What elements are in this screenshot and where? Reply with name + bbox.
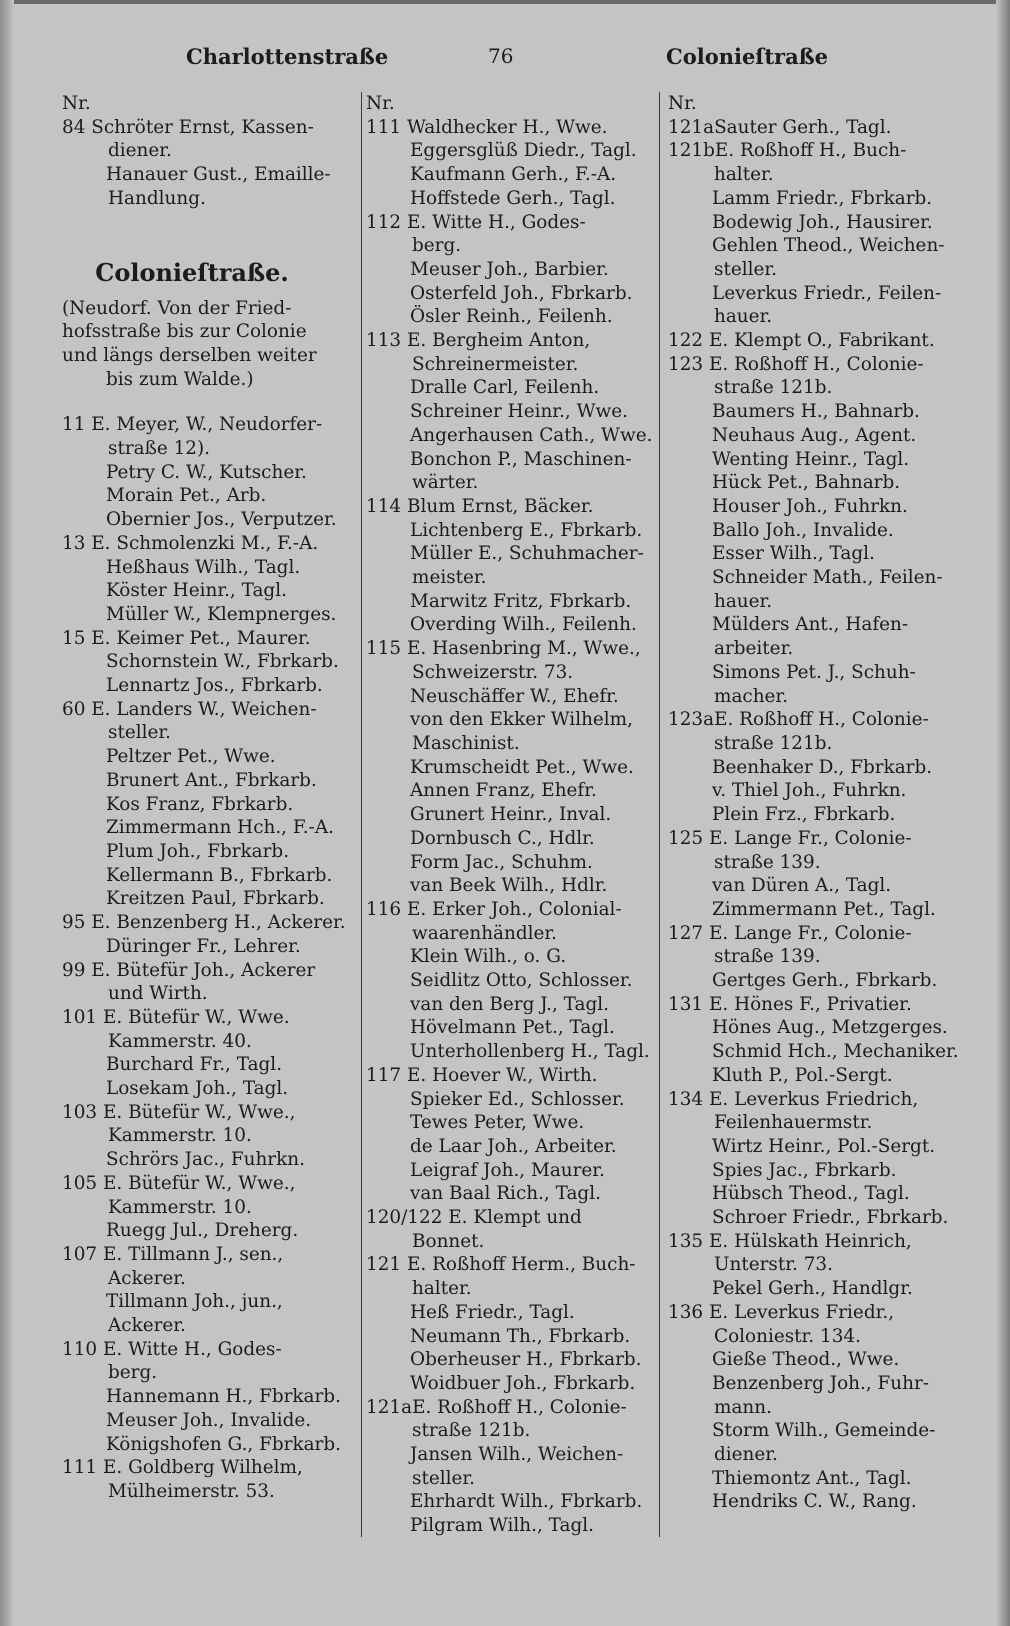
directory-entry-line: Hannemann H., Fbrkarb.	[106, 1386, 341, 1408]
directory-entry-line: Feilenhauermstr.	[714, 1112, 873, 1134]
directory-entry-line: Kaufmann Gerh., F.-A.	[410, 164, 617, 186]
directory-entry-line: Mülheimerstr. 53.	[108, 1480, 275, 1502]
directory-entry-line: Mülders Ant., Hafen-	[712, 614, 909, 636]
directory-entry-line: Morain Pet., Arb.	[106, 485, 267, 507]
directory-entry-line: berg.	[108, 1362, 158, 1384]
directory-entry-line: Zimmermann Hch., F.-A.	[106, 817, 334, 839]
directory-entry-line: Peltzer Pet., Wwe.	[106, 746, 276, 768]
directory-entry-line: 111 E. Goldberg Wilhelm,	[62, 1457, 303, 1479]
directory-entry-line: 123 E. Roßhoff H., Colonie-	[668, 353, 924, 375]
directory-entry-line: Losekam Joh., Tagl.	[106, 1078, 289, 1100]
directory-entry-line: 84 Schröter Ernst, Kassen-	[62, 116, 314, 138]
directory-entry-line: 113 E. Bergheim Anton,	[366, 330, 591, 352]
directory-entry-line: 117 E. Hoever W., Wirth.	[366, 1064, 598, 1086]
column-middle	[366, 92, 656, 1538]
directory-entry-line: Esser Wilh., Tagl.	[712, 543, 875, 565]
directory-entry-line: Müller E., Schuhmacher-	[410, 543, 644, 565]
page-number: 76	[488, 44, 514, 68]
directory-entry-line: de Laar Joh., Arbeiter.	[410, 1135, 617, 1157]
section-heading: Colonieſtraße.	[95, 257, 289, 287]
directory-entry-line: hauer.	[714, 590, 773, 612]
directory-entry-line: Marwitz Fritz, Fbrkarb.	[410, 590, 632, 612]
directory-entry-line: Hendriks C. W., Rang.	[712, 1491, 917, 1513]
directory-entry-line: Hoffstede Gerh., Tagl.	[410, 187, 616, 209]
directory-entry-line: Benzenberg Joh., Fuhr-	[712, 1372, 930, 1394]
directory-entry-line: mann.	[714, 1396, 772, 1418]
directory-entry-line: 136 E. Leverkus Friedr.,	[668, 1301, 895, 1323]
directory-entry-line: 105 E. Bütefür W., Wwe.,	[62, 1172, 296, 1194]
directory-entry-line: Schweizerstr. 73.	[412, 661, 574, 683]
directory-entry-line: Hück Pet., Bahnarb.	[712, 472, 901, 494]
column-left	[62, 92, 362, 1504]
directory-entry-line: straße 121b.	[714, 377, 833, 399]
directory-entry-line: v. Thiel Joh., Fuhrkn.	[712, 780, 907, 802]
directory-entry-line: diener.	[714, 1444, 778, 1466]
directory-entry-line: straße 121b.	[714, 732, 833, 754]
directory-entry-line: Heßhaus Wilh., Tagl.	[106, 556, 301, 578]
directory-entry-line: Oberheuser H., Fbrkarb.	[410, 1349, 642, 1371]
directory-entry-line: 107 E. Tillmann J., sen.,	[62, 1243, 284, 1265]
directory-entry-line: diener.	[108, 140, 172, 162]
directory-entry-line: Heß Friedr., Tagl.	[410, 1301, 575, 1323]
directory-entry-line: 11 E. Meyer, W., Neudorfer-	[62, 414, 323, 436]
directory-entry-line: Plein Frz., Fbrkarb.	[712, 804, 896, 826]
directory-entry-line: Kreitzen Paul, Fbrkarb.	[106, 888, 325, 910]
directory-entry-line: Storm Wilh., Gemeinde-	[712, 1420, 936, 1442]
directory-entry-line: Unterhollenberg H., Tagl.	[410, 1041, 650, 1063]
directory-entry-line: 122 E. Klempt O., Fabrikant.	[668, 330, 935, 352]
directory-entry-line: Lichtenberg E., Fbrkarb.	[410, 519, 643, 541]
directory-entry-line: waarenhändler.	[412, 922, 557, 944]
directory-entry-line: Kos Franz, Fbrkarb.	[106, 793, 294, 815]
directory-entry-line: Eggersglüß Diedr., Tagl.	[410, 140, 637, 162]
directory-entry-line: Tillmann Joh., jun.,	[106, 1291, 283, 1313]
directory-entry-line: Coloniestr. 134.	[714, 1325, 861, 1347]
directory-entry-line: Nr.	[62, 93, 91, 114]
header-right-street: Colonieſtraße	[666, 44, 829, 69]
directory-entry-line: Wenting Heinr., Tagl.	[712, 448, 910, 470]
directory-entry-line: Hönes Aug., Metzgerges.	[712, 1017, 948, 1039]
directory-entry-line: von den Ekker Wilhelm,	[410, 709, 633, 731]
directory-entry-line: Thiemontz Ant., Tagl.	[712, 1467, 912, 1489]
directory-entry-line: Wirtz Heinr., Pol.-Sergt.	[712, 1135, 936, 1157]
directory-entry-line: Ballo Joh., Invalide.	[712, 519, 894, 541]
directory-entry-line: Gertges Gerh., Fbrkarb.	[712, 970, 938, 992]
directory-entry-line: straße 139.	[714, 946, 821, 968]
directory-entry-line: 135 E. Hülskath Heinrich,	[668, 1230, 912, 1252]
directory-entry-line: Dralle Carl, Feilenh.	[410, 377, 600, 399]
directory-entry-line: 125 E. Lange Fr., Colonie-	[668, 827, 912, 849]
directory-entry-line: Maschinist.	[412, 732, 520, 754]
directory-entry-line: Grunert Heinr., Inval.	[410, 804, 612, 826]
directory-entry-line: 123aE. Roßhoff H., Colonie-	[668, 709, 929, 731]
directory-entry-line: Neuschäffer W., Ehefr.	[410, 685, 619, 707]
directory-entry-line: Spieker Ed., Schlosser.	[410, 1088, 625, 1110]
directory-entry-line: Müller W., Klempnerges.	[106, 603, 337, 625]
page-right-shadow	[996, 0, 1010, 1626]
directory-entry-line: wärter.	[412, 472, 479, 494]
directory-entry-line: 115 E. Hasenbring M., Wwe.,	[366, 638, 641, 660]
directory-entry-line: Burchard Fr., Tagl.	[106, 1054, 283, 1076]
directory-entry-line: 112 E. Witte H., Godes-	[366, 211, 586, 233]
directory-entry-line: Pekel Gerh., Handlgr.	[712, 1278, 913, 1300]
column-right	[668, 92, 968, 1514]
directory-entry-line: hofsstraße bis zur Colonie	[62, 321, 307, 343]
directory-entry-line: Simons Pet. J., Schuh-	[712, 661, 916, 683]
directory-entry-line: Ackerer.	[108, 1267, 186, 1289]
directory-entry-line: Schneider Math., Feilen-	[712, 567, 943, 589]
directory-entry-line: Königshofen G., Fbrkarb.	[106, 1433, 341, 1455]
directory-entry-line: steller.	[412, 1467, 475, 1489]
directory-entry-line: Gieße Theod., Wwe.	[712, 1349, 900, 1371]
directory-entry-line: Handlung.	[108, 187, 206, 209]
directory-entry-line: Hübsch Theod., Tagl.	[712, 1183, 910, 1205]
directory-entry-line: Schroer Friedr., Fbrkarb.	[712, 1207, 949, 1229]
directory-entry-line: Schornstein W., Fbrkarb.	[106, 651, 339, 673]
directory-entry-line: 116 E. Erker Joh., Colonial-	[366, 898, 622, 920]
directory-entry-line: Krumscheidt Pet., Wwe.	[410, 756, 634, 778]
directory-entry-line: Angerhausen Cath., Wwe.	[410, 424, 653, 446]
directory-entry-line: Nr.	[668, 93, 697, 114]
directory-entry-line: van den Berg J., Tagl.	[410, 993, 609, 1015]
directory-entry-line: Houser Joh., Fuhrkn.	[712, 495, 908, 517]
directory-entry-line: 121aSauter Gerh., Tagl.	[668, 116, 892, 138]
directory-entry-line: Kammerstr. 40.	[108, 1030, 252, 1052]
running-header	[0, 44, 1010, 80]
directory-entry-line: Schreinermeister.	[412, 353, 579, 375]
directory-entry-line: 60 E. Landers W., Weichen-	[62, 698, 317, 720]
directory-entry-line: 121bE. Roßhoff H., Buch-	[668, 140, 907, 162]
directory-entry-line: Spies Jac., Fbrkarb.	[712, 1159, 897, 1181]
directory-entry-line: Klein Wilh., o. G.	[410, 946, 567, 968]
directory-entry-line: Bodewig Joh., Hausirer.	[712, 211, 933, 233]
directory-entry-line: Form Jac., Schuhm.	[410, 851, 593, 873]
directory-entry-line: Gehlen Theod., Weichen-	[712, 235, 945, 257]
directory-entry-line: Unterstr. 73.	[714, 1254, 833, 1276]
directory-entry-line: Ackerer.	[108, 1315, 186, 1337]
directory-entry-line: 121aE. Roßhoff H., Colonie-	[366, 1396, 627, 1418]
directory-entry-line: und längs derselben weiter	[62, 344, 317, 366]
directory-entry-line: Köster Heinr., Tagl.	[106, 580, 287, 602]
directory-entry-line: halter.	[412, 1278, 472, 1300]
directory-entry-line: Jansen Wilh., Weichen-	[410, 1444, 624, 1466]
directory-entry-line: Hanauer Gust., Emaille-	[106, 164, 331, 186]
directory-entry-line: 99 E. Bütefür Joh., Ackerer	[62, 959, 316, 981]
directory-entry-line: Woidbuer Joh., Fbrkarb.	[410, 1372, 636, 1394]
directory-entry-line: bis zum Walde.)	[106, 368, 254, 390]
directory-entry-line: Neumann Th., Fbrkarb.	[410, 1325, 631, 1347]
page-top-edge	[0, 0, 1010, 4]
directory-entry-line: Schreiner Heinr., Wwe.	[410, 401, 628, 423]
directory-entry-line: van Beek Wilh., Hdlr.	[410, 875, 608, 897]
directory-entry-line: Baumers H., Bahnarb.	[712, 401, 920, 423]
directory-entry-line: Seidlitz Otto, Schlosser.	[410, 970, 633, 992]
directory-entry-line: Bonnet.	[412, 1230, 485, 1252]
directory-entry-line: 95 E. Benzenberg H., Ackerer.	[62, 912, 346, 934]
directory-entry-line: macher.	[714, 685, 789, 707]
directory-entry-line: Pilgram Wilh., Tagl.	[410, 1515, 594, 1537]
directory-entry-line: 111 Waldhecker H., Wwe.	[366, 116, 608, 138]
directory-entry-line: Plum Joh., Fbrkarb.	[106, 840, 290, 862]
directory-entry-line: steller.	[108, 722, 171, 744]
directory-entry-line: Osterfeld Joh., Fbrkarb.	[410, 282, 633, 304]
spacer	[62, 391, 362, 413]
directory-entry-line: straße 121b.	[412, 1420, 531, 1442]
directory-entry-line: Tewes Peter, Wwe.	[410, 1112, 585, 1134]
directory-entry-line: Lennartz Jos., Fbrkarb.	[106, 675, 323, 697]
directory-entry-line: Leverkus Friedr., Feilen-	[712, 282, 942, 304]
directory-entry-line: straße 139.	[714, 851, 821, 873]
header-left-street: Charlottenstraße	[186, 44, 389, 69]
directory-entry-line: Ehrhardt Wilh., Fbrkarb.	[410, 1491, 643, 1513]
directory-entry-line: Petry C. W., Kutscher.	[106, 461, 307, 483]
directory-entry-line: van Baal Rich., Tagl.	[410, 1183, 601, 1205]
directory-entry-line: Ösler Reinh., Feilenh.	[410, 306, 613, 328]
directory-entry-line: 101 E. Bütefür W., Wwe.	[62, 1006, 290, 1028]
directory-entry-line: Schmid Hch., Mechaniker.	[712, 1041, 959, 1063]
directory-entry-line: 103 E. Bütefür W., Wwe.,	[62, 1101, 296, 1123]
directory-entry-line: 120/122 E. Klempt und	[366, 1207, 582, 1229]
directory-entry-line: Beenhaker D., Fbrkarb.	[712, 756, 933, 778]
directory-entry-line: berg.	[412, 235, 462, 257]
directory-entry-line: Lamm Friedr., Fbrkarb.	[712, 187, 933, 209]
directory-entry-line: und Wirth.	[108, 983, 208, 1005]
directory-entry-line: steller.	[714, 258, 777, 280]
directory-entry-line: Bonchon P., Maschinen-	[410, 448, 632, 470]
directory-entry-line: Meuser Joh., Barbier.	[410, 258, 609, 280]
directory-entry-line: hauer.	[714, 306, 773, 328]
directory-entry-line: Ruegg Jul., Dreherg.	[106, 1220, 299, 1242]
directory-entry-line: 134 E. Leverkus Friedrich,	[668, 1088, 919, 1110]
directory-entry-line: Overding Wilh., Feilenh.	[410, 614, 637, 636]
directory-entry-line: Obernier Jos., Verputzer.	[106, 509, 337, 531]
directory-entry-line: 114 Blum Ernst, Bäcker.	[366, 495, 594, 517]
directory-entry-line: Zimmermann Pet., Tagl.	[712, 898, 936, 920]
directory-entry-line: meister.	[412, 567, 487, 589]
directory-entry-line: Annen Franz, Ehefr.	[410, 780, 597, 802]
directory-entry-line: 13 E. Schmolenzki M., F.-A.	[62, 532, 319, 554]
directory-entry-line: Kellermann B., Fbrkarb.	[106, 864, 333, 886]
directory-entry-line: Düringer Fr., Lehrer.	[106, 935, 301, 957]
directory-entry-line: Nr.	[366, 93, 395, 114]
directory-entry-line: 121 E. Roßhoff Herm., Buch-	[366, 1254, 636, 1276]
directory-entry-line: 127 E. Lange Fr., Colonie-	[668, 922, 912, 944]
directory-entry-line: Kammerstr. 10.	[108, 1125, 252, 1147]
directory-entry-line: 15 E. Keimer Pet., Maurer.	[62, 627, 311, 649]
directory-entry-line: Schrörs Jac., Fuhrkn.	[106, 1149, 305, 1171]
directory-entry-line: van Düren A., Tagl.	[712, 875, 892, 897]
page-left-shadow	[0, 0, 14, 1626]
directory-entry-line: Dornbusch C., Hdlr.	[410, 827, 595, 849]
directory-entry-line: halter.	[714, 164, 774, 186]
directory-entry-line: Kammerstr. 10.	[108, 1196, 252, 1218]
directory-entry-line: Neuhaus Aug., Agent.	[712, 424, 917, 446]
directory-entry-line: (Neudorf. Von der Fried-	[62, 297, 292, 319]
directory-entry-line: 110 E. Witte H., Godes-	[62, 1338, 282, 1360]
directory-entry-line: Meuser Joh., Invalide.	[106, 1409, 312, 1431]
directory-entry-line: straße 12).	[108, 438, 211, 460]
directory-entry-line: Kluth P., Pol.-Sergt.	[712, 1064, 893, 1086]
directory-entry-line: arbeiter.	[714, 638, 794, 660]
directory-entry-line: 131 E. Hönes F., Privatier.	[668, 993, 912, 1015]
directory-entry-line: Leigraf Joh., Maurer.	[410, 1159, 605, 1181]
directory-entry-line: Hövelmann Pet., Tagl.	[410, 1017, 615, 1039]
column-divider	[659, 92, 660, 1537]
directory-entry-line: Brunert Ant., Fbrkarb.	[106, 769, 317, 791]
